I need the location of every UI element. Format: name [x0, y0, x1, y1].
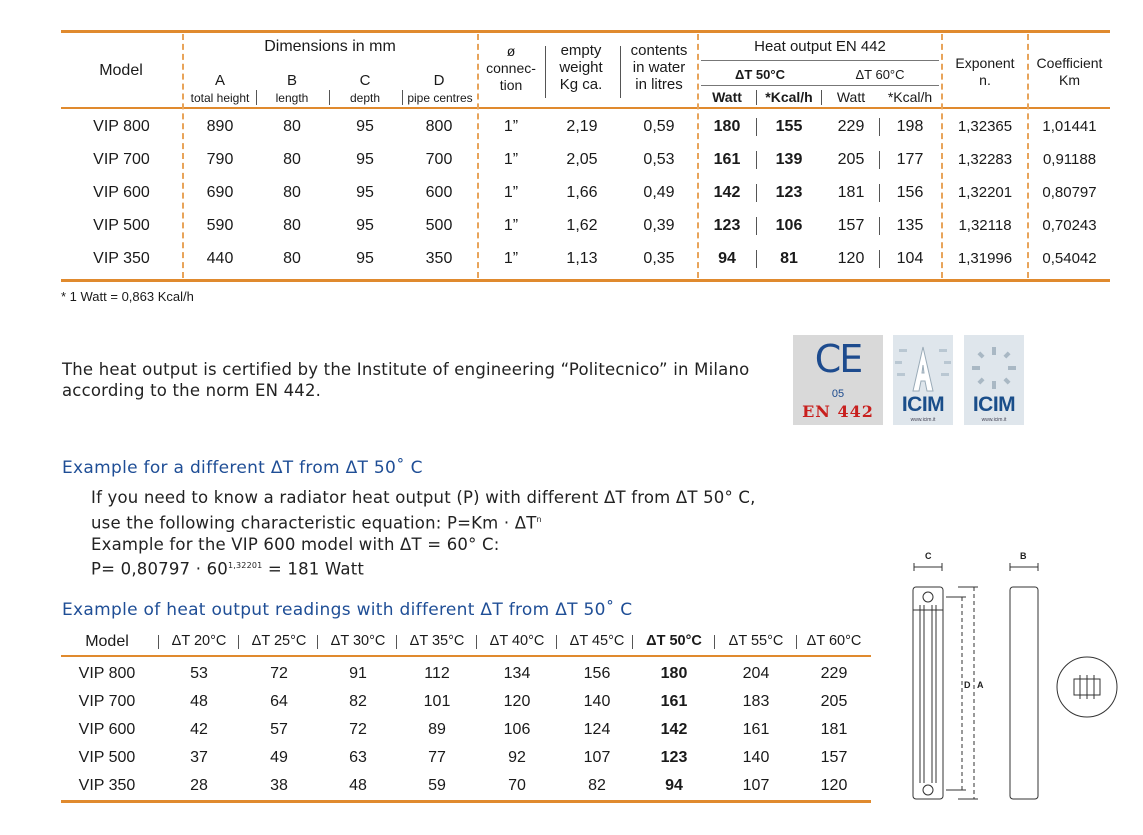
readings-row-model: VIP 500 — [78, 749, 136, 766]
table-cell: 161 — [713, 151, 741, 168]
icim-a-mark-icon — [893, 343, 953, 393]
icim-name: ICIM — [972, 393, 1016, 416]
table-cell: 95 — [356, 184, 374, 201]
readings-cell: 82 — [588, 777, 606, 794]
header-divider — [632, 635, 633, 649]
header-heat-output: Heat output EN 442 — [754, 38, 886, 55]
header-watt-60: Watt — [836, 89, 866, 105]
readings-row-model: VIP 350 — [78, 777, 136, 794]
table-cell: 229 — [837, 118, 865, 135]
readings-cell: 120 — [503, 693, 531, 710]
table-cell: 350 — [425, 250, 453, 267]
readings-cell: 92 — [508, 749, 526, 766]
label-b: B — [1020, 551, 1027, 561]
readings-header-model: Model — [85, 633, 129, 650]
table-cell: 1” — [503, 217, 519, 234]
table-cell: 104 — [896, 250, 924, 267]
readings-header-dt: ΔT 60°C — [806, 633, 862, 649]
header-dim-c: C — [359, 72, 371, 89]
table-cell: 2,05 — [566, 151, 598, 168]
header-connection: ø connec- tion — [486, 43, 536, 93]
readings-header-dt: ΔT 50°C — [646, 633, 702, 649]
table-cell: 177 — [896, 151, 924, 168]
example1-text — [91, 487, 756, 580]
example1-line3: Example for the VIP 600 model with ΔT = 60° C: — [91, 534, 500, 554]
table-cell: 181 — [837, 184, 865, 201]
readings-cell: 72 — [270, 665, 288, 682]
readings-cell: 82 — [349, 693, 367, 710]
spec-table — [61, 30, 1110, 282]
table-cell: 80 — [283, 250, 301, 267]
table-header-rule — [61, 107, 1110, 109]
readings-cell: 140 — [742, 749, 770, 766]
table-cell: 1” — [503, 151, 519, 168]
icim-logo-a — [893, 335, 953, 425]
header-dim-d: D — [433, 72, 445, 89]
sub-divider — [329, 90, 330, 105]
header-divider — [545, 46, 546, 98]
table-cell: 123 — [713, 217, 741, 234]
readings-header-dt: ΔT 25°C — [251, 633, 307, 649]
header-coefficient: Coefficient Km — [1036, 55, 1103, 88]
cell-divider — [756, 217, 757, 235]
readings-cell: 205 — [820, 693, 848, 710]
icim-name: ICIM — [901, 393, 945, 416]
table-cell: 120 — [837, 250, 865, 267]
table-cell: 142 — [713, 184, 741, 201]
table-cell: 106 — [775, 217, 803, 234]
readings-cell: 89 — [428, 721, 446, 738]
row-model: VIP 500 — [93, 217, 150, 234]
readings-header-dt: ΔT 20°C — [171, 633, 227, 649]
table-cell: 790 — [206, 151, 234, 168]
icim-circle-mark-icon — [964, 343, 1024, 393]
sub-divider — [256, 90, 257, 105]
readings-cell: 123 — [660, 749, 688, 766]
header-dimensions: Dimensions in mm — [264, 38, 396, 55]
header-divider — [556, 635, 557, 649]
table-top-rule — [61, 30, 1110, 33]
readings-cell: 180 — [660, 665, 688, 682]
table-cell: 0,53 — [643, 151, 675, 168]
outlet-circle — [923, 785, 933, 795]
table-cell: 81 — [780, 250, 798, 267]
readings-row-model: VIP 600 — [78, 721, 136, 738]
readings-header-dt: ΔT 45°C — [569, 633, 625, 649]
table-cell: 500 — [425, 217, 453, 234]
table-cell: 0,49 — [643, 184, 675, 201]
header-dim-d-sub: pipe centres — [407, 91, 473, 105]
header-dim-b-sub: length — [275, 91, 309, 105]
example1-title: Example for a different ΔT from ΔT 50˚ C — [62, 458, 423, 478]
cell-divider — [879, 151, 880, 169]
header-divider — [317, 635, 318, 649]
table-cell: 700 — [425, 151, 453, 168]
table-cell: 1,32118 — [958, 217, 1012, 234]
readings-header-dt: ΔT 35°C — [409, 633, 465, 649]
cell-divider — [879, 184, 880, 202]
table-cell: 156 — [896, 184, 924, 201]
table-cell: 0,80797 — [1042, 184, 1097, 201]
header-contents: contents in water in litres — [630, 42, 688, 93]
readings-cell: 161 — [660, 693, 688, 710]
table-cell: 0,91188 — [1042, 151, 1097, 168]
table-cell: 690 — [206, 184, 234, 201]
example2-title: Example of heat output readings with different ΔT from ΔT 50˚ C — [62, 600, 633, 620]
radiator-side-outline — [1010, 587, 1038, 799]
readings-cell: 161 — [742, 721, 770, 738]
readings-cell: 63 — [349, 749, 367, 766]
table-cell: 95 — [356, 151, 374, 168]
readings-header-dt: ΔT 40°C — [489, 633, 545, 649]
table-cell: 1,01441 — [1042, 118, 1097, 135]
table-cell: 95 — [356, 217, 374, 234]
readings-cell: 204 — [742, 665, 770, 682]
readings-cell: 38 — [270, 777, 288, 794]
ce-mark: CE — [814, 337, 862, 381]
readings-cell: 101 — [423, 693, 451, 710]
readings-cell: 72 — [349, 721, 367, 738]
readings-bottom-rule — [61, 800, 871, 803]
readings-row-model: VIP 800 — [78, 665, 136, 682]
readings-cell: 48 — [349, 777, 367, 794]
readings-cell: 112 — [424, 665, 450, 682]
table-cell: 1,32201 — [957, 184, 1013, 201]
table-cell: 1” — [503, 184, 519, 201]
certification-text: The heat output is certified by the Institute of engineering “Politecnico” in Milano according to the norm EN 442. — [62, 360, 750, 400]
header-dt60: ΔT 60°C — [855, 67, 905, 82]
example1-line4: $P= 0,80797 \cdot 60^{1,32201} = 181$ Watt — [91, 559, 365, 579]
header-exponent: Exponent n. — [955, 55, 1015, 88]
readings-cell: 48 — [190, 693, 208, 710]
footnote: * 1 Watt = 0,863 Kcal/h — [61, 289, 194, 304]
row-model: VIP 350 — [93, 250, 150, 267]
radiator-front-outline — [913, 587, 943, 799]
readings-cell: 106 — [503, 721, 531, 738]
readings-cell: 42 — [190, 721, 208, 738]
table-cell: 95 — [356, 250, 374, 267]
sub-divider — [821, 90, 822, 105]
readings-cell: 142 — [660, 721, 688, 738]
table-cell: 157 — [837, 217, 865, 234]
header-divider — [714, 635, 715, 649]
header-divider — [158, 635, 159, 649]
table-cell: 1,13 — [566, 250, 598, 267]
readings-cell: 181 — [820, 721, 848, 738]
readings-table — [61, 628, 871, 803]
readings-cell: 37 — [190, 749, 208, 766]
readings-cell: 28 — [190, 777, 208, 794]
header-heat-rule — [701, 60, 939, 61]
header-divider — [396, 635, 397, 649]
table-cell: 0,54042 — [1042, 250, 1097, 267]
cell-divider — [756, 118, 757, 136]
header-model: Model — [99, 62, 143, 79]
cell-divider — [756, 250, 757, 268]
readings-cell: 53 — [190, 665, 208, 682]
table-cell: 1,31996 — [957, 250, 1013, 267]
icim-url: www.icim.it — [981, 417, 1007, 423]
icim-url: www.icim.it — [910, 417, 936, 423]
header-divider — [620, 46, 621, 98]
readings-cell: 70 — [508, 777, 526, 794]
table-cell: 95 — [356, 118, 374, 135]
readings-header-dt: ΔT 55°C — [728, 633, 784, 649]
table-cell: 600 — [425, 184, 453, 201]
header-kcal-60: *Kcal/h — [887, 89, 933, 105]
cell-divider — [756, 184, 757, 202]
readings-cell: 156 — [583, 665, 611, 682]
table-cell: 0,35 — [643, 250, 675, 267]
table-cell: 80 — [283, 217, 301, 234]
header-divider — [796, 635, 797, 649]
example1-line1: If you need to know a radiator heat output (P) with different ΔT from ΔT 50° C, — [91, 488, 756, 507]
example1-line2: use the following characteristic equation: $P=Km \cdot \Delta T^n$ — [91, 513, 542, 532]
row-model: VIP 600 — [93, 184, 150, 201]
table-cell: 1” — [503, 118, 519, 135]
header-watt-50: Watt — [712, 89, 742, 105]
cell-divider — [879, 118, 880, 136]
table-cell: 198 — [896, 118, 924, 135]
header-dim-b: B — [286, 72, 297, 89]
table-cell: 0,70243 — [1042, 217, 1097, 234]
header-dt50: ΔT 50°C — [735, 67, 785, 82]
readings-header-dt: ΔT 30°C — [330, 633, 386, 649]
table-cell: 0,59 — [643, 118, 675, 135]
ce-norm: EN 442 — [802, 402, 874, 421]
table-cell: 2,19 — [566, 118, 598, 135]
header-dim-a-sub: total height — [190, 91, 250, 105]
table-cell: 440 — [206, 250, 234, 267]
table-cell: 123 — [775, 184, 803, 201]
table-cell: 80 — [283, 118, 301, 135]
readings-cell: 134 — [503, 665, 531, 682]
sub-divider — [402, 90, 403, 105]
readings-cell: 57 — [270, 721, 288, 738]
ce-number: 05 — [831, 388, 845, 400]
readings-header-rule — [61, 655, 871, 657]
label-c: C — [925, 551, 932, 561]
header-divider — [238, 635, 239, 649]
table-cell: 180 — [713, 118, 741, 135]
readings-cell: 183 — [742, 693, 770, 710]
table-cell: 139 — [775, 151, 803, 168]
table-cell: 135 — [896, 217, 924, 234]
table-cell: 800 — [425, 118, 453, 135]
table-cell: 1,66 — [566, 184, 598, 201]
cell-divider — [756, 151, 757, 169]
header-kcal-50: *Kcal/h — [765, 89, 813, 105]
table-cell: 80 — [283, 184, 301, 201]
inlet-circle — [923, 592, 933, 602]
header-weight: empty weight Kg ca. — [559, 42, 603, 93]
header-dim-a: A — [214, 72, 225, 89]
table-cell: 155 — [775, 118, 803, 135]
ce-logo — [793, 335, 883, 425]
header-dim-c-sub: depth — [349, 91, 381, 105]
label-a: A — [977, 680, 984, 690]
table-cell: 94 — [718, 250, 736, 267]
readings-cell: 94 — [665, 777, 683, 794]
table-cell: 1,32365 — [957, 118, 1013, 135]
table-cell: 1,32283 — [957, 151, 1013, 168]
readings-cell: 120 — [820, 777, 848, 794]
column-divider — [697, 34, 699, 278]
readings-cell: 49 — [270, 749, 288, 766]
cell-divider — [879, 217, 880, 235]
table-cell: 890 — [206, 118, 234, 135]
table-cell: 590 — [206, 217, 234, 234]
table-cell: 205 — [837, 151, 865, 168]
readings-cell: 91 — [349, 665, 367, 682]
table-bottom-rule — [61, 279, 1110, 282]
cell-divider — [879, 250, 880, 268]
readings-cell: 107 — [583, 749, 611, 766]
readings-cell: 77 — [428, 749, 446, 766]
readings-cell: 124 — [583, 721, 611, 738]
radiator-dimension-drawing — [900, 545, 1120, 807]
row-model: VIP 800 — [93, 118, 150, 135]
icim-logo-b — [964, 335, 1024, 425]
readings-cell: 157 — [820, 749, 848, 766]
label-d: D — [964, 680, 971, 690]
readings-cell: 64 — [270, 693, 288, 710]
readings-cell: 229 — [820, 665, 848, 682]
table-cell: 80 — [283, 151, 301, 168]
readings-row-model: VIP 700 — [78, 693, 136, 710]
header-dt-rule — [701, 85, 939, 86]
readings-cell: 140 — [583, 693, 611, 710]
sub-divider — [756, 90, 757, 105]
table-cell: 0,39 — [643, 217, 675, 234]
header-divider — [476, 635, 477, 649]
table-cell: 1,62 — [566, 217, 598, 234]
table-cell: 1” — [503, 250, 519, 267]
row-model: VIP 700 — [93, 151, 150, 168]
readings-cell: 107 — [742, 777, 770, 794]
readings-cell: 59 — [428, 777, 446, 794]
